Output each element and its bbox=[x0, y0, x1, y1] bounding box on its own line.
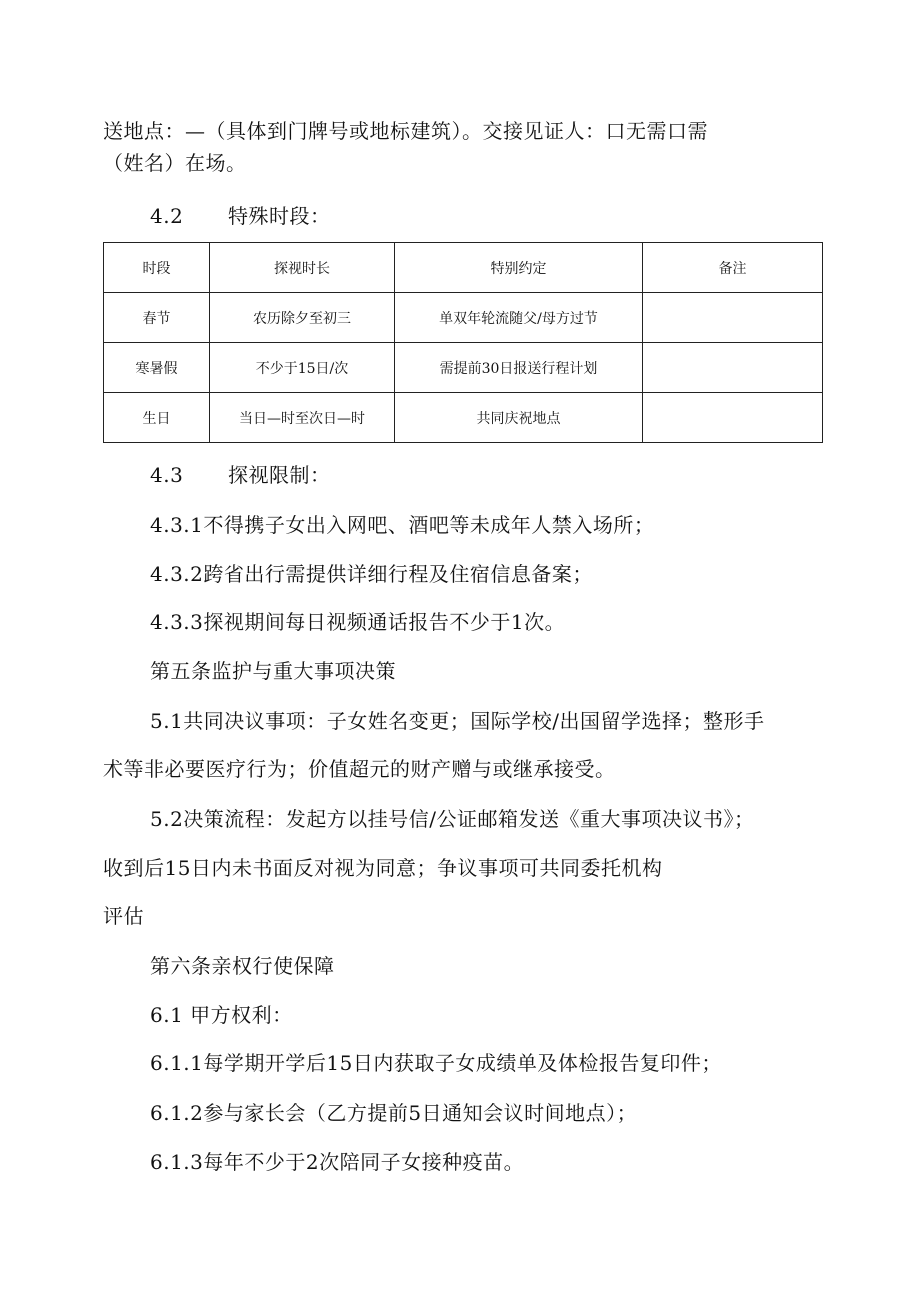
section-4-2-heading bbox=[150, 203, 331, 229]
table-row bbox=[104, 393, 823, 443]
table-cell: 共同庆祝地点 bbox=[395, 393, 643, 443]
section-title: 探视限制： bbox=[228, 463, 331, 487]
special-period-table bbox=[103, 242, 823, 443]
table-cell: 当日—时至次日—时 bbox=[210, 393, 395, 443]
clause-5-2-line3: 评估 bbox=[103, 904, 144, 928]
table-header-cell: 探视时长 bbox=[210, 243, 395, 293]
paragraph-handover-line2: （姓名）在场。 bbox=[103, 151, 247, 175]
table-cell: 单双年轮流随父/母方过节 bbox=[395, 293, 643, 343]
section-number: 4.3 bbox=[150, 463, 184, 487]
table-header-cell: 时段 bbox=[104, 243, 210, 293]
table-header-cell: 特别约定 bbox=[395, 243, 643, 293]
table-row bbox=[104, 343, 823, 393]
table-cell: 农历除夕至初三 bbox=[210, 293, 395, 343]
clause-6-1-3: 6.1.3每年不少于2次陪同子女接种疫苗。 bbox=[150, 1150, 525, 1174]
clause-5-2-line2: 收到后15日内未书面反对视为同意；争议事项可共同委托机构 bbox=[103, 856, 663, 880]
table-row bbox=[104, 293, 823, 343]
clause-5-2-line1: 5.2决策流程：发起方以挂号信/公证邮箱发送《重大事项决议书》； bbox=[150, 807, 755, 831]
table-cell: 生日 bbox=[104, 393, 210, 443]
section-number: 4.2 bbox=[150, 204, 184, 228]
clause-6-1-1: 6.1.1每学期开学后15日内获取子女成绩单及体检报告复印件； bbox=[150, 1051, 722, 1075]
table-cell bbox=[643, 293, 823, 343]
table-cell: 春节 bbox=[104, 293, 210, 343]
section-4-3-heading bbox=[150, 462, 331, 488]
table-header-row bbox=[104, 243, 823, 293]
table-header-cell: 备注 bbox=[643, 243, 823, 293]
section-title: 特殊时段： bbox=[228, 204, 331, 228]
table-cell: 寒暑假 bbox=[104, 343, 210, 393]
article-6-heading: 第六条亲权行使保障 bbox=[150, 954, 335, 978]
clause-4-3-2: 4.3.2跨省出行需提供详细行程及住宿信息备案； bbox=[150, 562, 593, 586]
table-cell: 不少于15日/次 bbox=[210, 343, 395, 393]
article-5-heading: 第五条监护与重大事项决策 bbox=[150, 659, 396, 683]
paragraph-handover-line1: 送地点：—（具体到门牌号或地标建筑）。交接见证人：口无需口需 bbox=[103, 119, 708, 143]
clause-5-1-line2: 术等非必要医疗行为；价值超元的财产赠与或继承接受。 bbox=[103, 757, 616, 781]
clause-6-1: 6.1 甲方权利： bbox=[150, 1003, 293, 1027]
clause-4-3-1: 4.3.1不得携子女出入网吧、酒吧等未成年人禁入场所； bbox=[150, 513, 655, 537]
clause-5-1-line1: 5.1共同决议事项：子女姓名变更；国际学校/出国留学选择；整形手 bbox=[150, 709, 765, 733]
table-cell: 需提前30日报送行程计划 bbox=[395, 343, 643, 393]
table-cell bbox=[643, 393, 823, 443]
table-cell bbox=[643, 343, 823, 393]
clause-4-3-3: 4.3.3探视期间每日视频通话报告不少于1次。 bbox=[150, 610, 566, 634]
clause-6-1-2: 6.1.2参与家长会（乙方提前5日通知会议时间地点）； bbox=[150, 1101, 638, 1125]
